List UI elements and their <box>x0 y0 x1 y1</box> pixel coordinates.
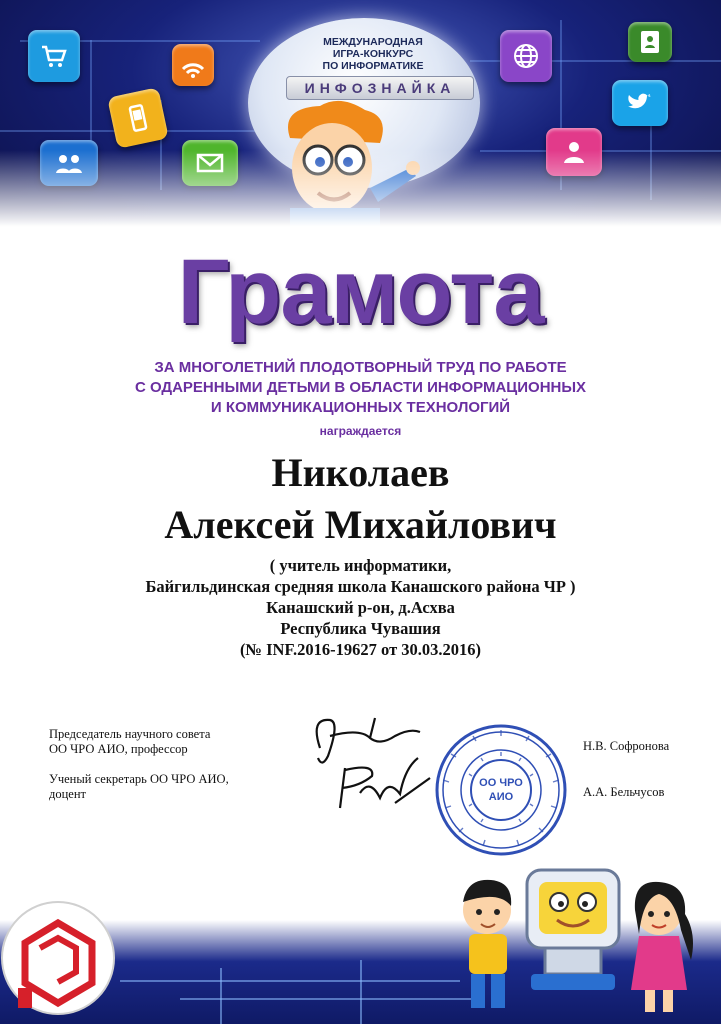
recipient-surname: Николаев <box>271 450 450 495</box>
wifi-icon <box>172 44 214 86</box>
chair-role-line: ОО ЧРО АИО, профессор <box>49 742 188 756</box>
detail-line: Республика Чувашия <box>280 619 441 638</box>
logo-line: ПО ИНФОРМАТИКЕ <box>322 60 424 72</box>
certificate-title: Грамота <box>177 241 544 343</box>
contest-logo-text <box>308 36 438 72</box>
subtitle-line: И КОММУНИКАЦИОННЫХ ТЕХНОЛОГИЙ <box>210 399 511 416</box>
certificate-subtitle <box>60 358 661 418</box>
detail-line: Байгильдинская средняя школа Канашского района ЧР ) <box>145 577 576 596</box>
stamp-center-line: ОО ЧРО <box>479 777 523 789</box>
detail-line: ( учитель информатики, <box>269 556 452 575</box>
organization-logo-icon <box>0 888 116 1024</box>
header-fade <box>0 150 721 240</box>
phone-icon <box>107 87 169 149</box>
secretary-name: А.А. Бельчусов <box>583 785 665 799</box>
secretary-role-line: доцент <box>49 787 86 801</box>
recipient-given-names: Алексей Михайлович <box>164 502 557 547</box>
secretary-role <box>49 772 279 802</box>
awarded-label: награждается <box>319 424 402 438</box>
logo-line: МЕЖДУНАРОДНАЯ <box>323 36 423 48</box>
chair-name: Н.В. Софронова <box>583 739 670 753</box>
globe-icon <box>500 30 552 82</box>
handwritten-signatures <box>300 708 450 818</box>
detail-line: (№ INF.2016-19627 от 30.03.2016) <box>239 640 482 659</box>
logo-line: ИГРА-КОНКУРС <box>332 48 414 60</box>
recipient-details <box>60 555 661 660</box>
chair-role <box>49 727 279 757</box>
stamp-center-line: АИО <box>488 791 514 803</box>
subtitle-line: ЗА МНОГОЛЕТНИЙ ПЛОДОТВОРНЫЙ ТРУД ПО РАБОТЕ <box>154 359 567 376</box>
official-stamp <box>433 722 569 858</box>
contact-icon <box>628 22 672 62</box>
secretary-role-line: Ученый секретарь ОО ЧРО АИО, <box>49 772 229 786</box>
twitter-icon <box>612 80 668 126</box>
chair-role-line: Председатель научного совета <box>49 727 211 741</box>
kids-and-computer-mascots-icon <box>445 850 705 1020</box>
subtitle-line: С ОДАРЕННЫМИ ДЕТЬМИ В ОБЛАСТИ ИНФОРМАЦИОННЫХ <box>134 379 587 396</box>
cart-icon <box>28 30 80 82</box>
detail-line: Канашский р-он, д.Асхва <box>266 598 455 617</box>
logo-brand: ИНФОЗНАЙКА <box>286 76 474 100</box>
